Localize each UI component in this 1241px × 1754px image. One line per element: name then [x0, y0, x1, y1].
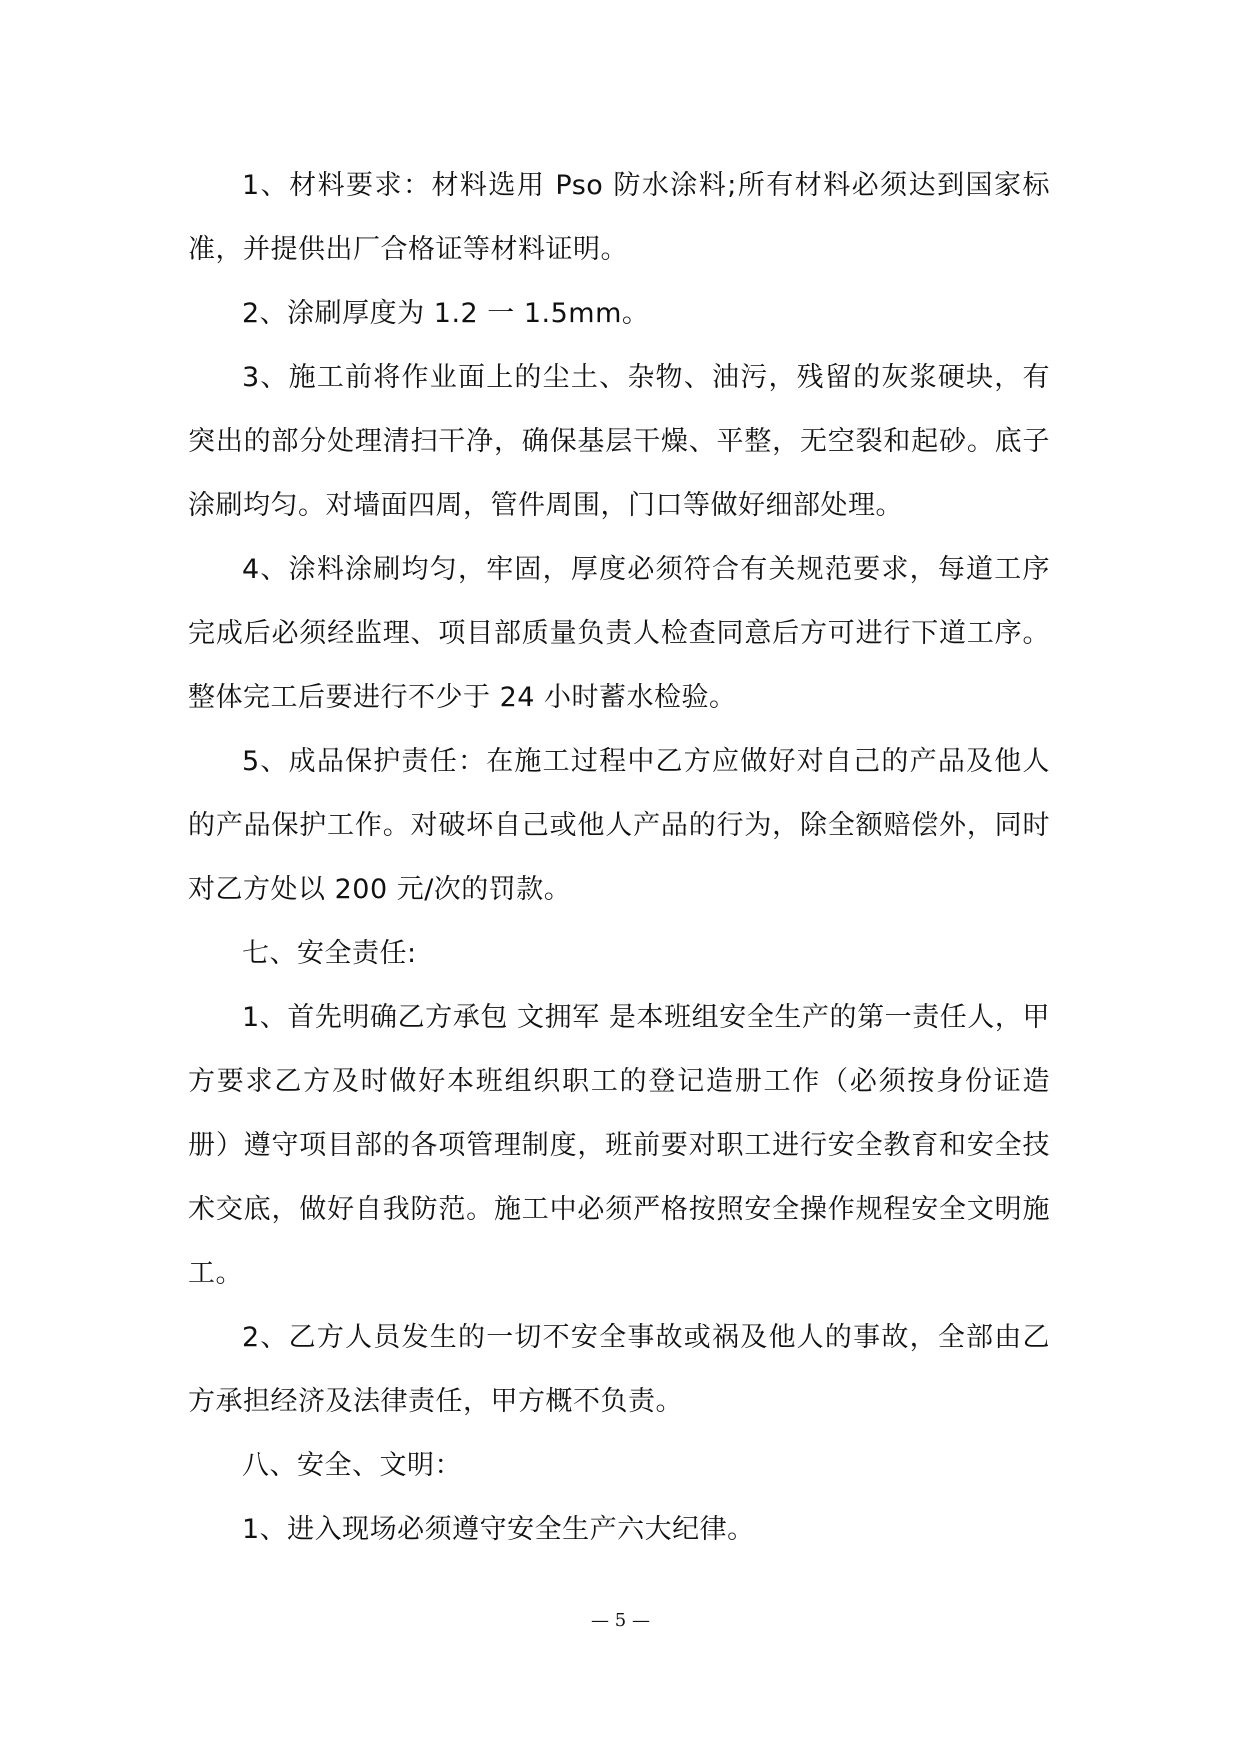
paragraph-material-requirements: 1、材料要求：材料选用 Pso 防水涂料;所有材料必须达到国家标准，并提供出厂合格证等材料证明。 [188, 170, 1050, 265]
paragraph-safety-responsible-person: 1、首先明确乙方承包 文拥军 是本班组安全生产的第一责任人，甲方要求乙方及时做好本班组织职工的登记造册工作（必须按身份证造册）遵守项目部的各项管理制度，班前要对职工进行安全教育和安全技术交底，做好自我防范。施工中必须严格按照安全操作规程安全文明施工。 [188, 1002, 1050, 1289]
paragraph-coating-thickness: 2、涂刷厚度为 1.2 一 1.5mm。 [242, 298, 650, 329]
paragraph-site-discipline: 1、进入现场必须遵守安全生产六大纪律。 [242, 1514, 755, 1545]
paragraph-coating-inspection: 4、涂料涂刷均匀，牢固，厚度必须符合有关规范要求，每道工序完成后必须经监理、项目部质量负责人检查同意后方可进行下道工序。整体完工后要进行不少于 24 小时蓄水检验。 [188, 554, 1050, 713]
section-heading-safety-responsibility: 七、安全责任: [242, 938, 417, 969]
page-number: — 5 — [591, 1610, 650, 1631]
paragraph-accident-liability: 2、乙方人员发生的一切不安全事故或祸及他人的事故，全部由乙方承担经济及法律责任，甲方概不负责。 [188, 1322, 1050, 1417]
section-heading-safety-civilization: 八、安全、文明： [242, 1450, 462, 1481]
paragraph-surface-preparation: 3、施工前将作业面上的尘土、杂物、油污，残留的灰浆硬块，有突出的部分处理清扫干净，确保基层干燥、平整，无空裂和起砂。底子涂刷均匀。对墙面四周，管件周围，门口等做好细部处理。 [188, 362, 1050, 521]
paragraph-product-protection: 5、成品保护责任：在施工过程中乙方应做好对自己的产品及他人的产品保护工作。对破坏自己或他人产品的行为，除全额赔偿外，同时对乙方处以 200 元/次的罚款。 [188, 746, 1050, 905]
document-body [188, 154, 1050, 1562]
